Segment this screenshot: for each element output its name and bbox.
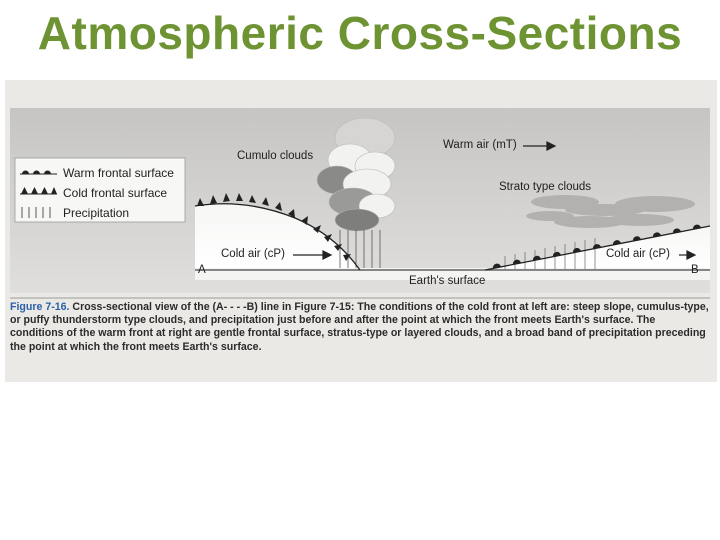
legend-label-cold-front: Cold frontal surface <box>63 186 168 200</box>
caption-text: Cross-sectional view of the (A- - - -B) line in Figure 7-15: The conditions of the cold front at left are: steep slope, cumulus-type, or puffy thunderstorm type clouds, and precipitation just before and after the point at which the front meets Earth's surface. The conditions of the warm front at right are gentle frontal surface, stratus-type or layered clouds, and a broad band of precipitation preceding the point at which the front meets Earth's surface. <box>10 301 709 353</box>
caption-figure-number: Figure 7-16. <box>10 301 70 313</box>
slide-title: Atmospheric Cross-Sections <box>37 7 683 59</box>
label-cumulo-clouds: Cumulo clouds <box>237 150 314 162</box>
label-point-b: B <box>691 264 699 276</box>
label-point-a: A <box>198 264 206 276</box>
label-cold-air-left: Cold air (cP) <box>221 248 285 260</box>
legend-label-warm-front: Warm frontal surface <box>63 166 174 180</box>
label-warm-air: Warm air (mT) <box>443 139 517 151</box>
figure-caption <box>10 301 710 354</box>
figure-cross-section <box>5 80 717 382</box>
legend-label-precipitation: Precipitation <box>63 206 130 220</box>
label-strato-clouds: Strato type clouds <box>499 181 592 193</box>
label-cold-air-right: Cold air (cP) <box>606 248 670 260</box>
label-earth-surface: Earth's surface <box>409 275 486 287</box>
